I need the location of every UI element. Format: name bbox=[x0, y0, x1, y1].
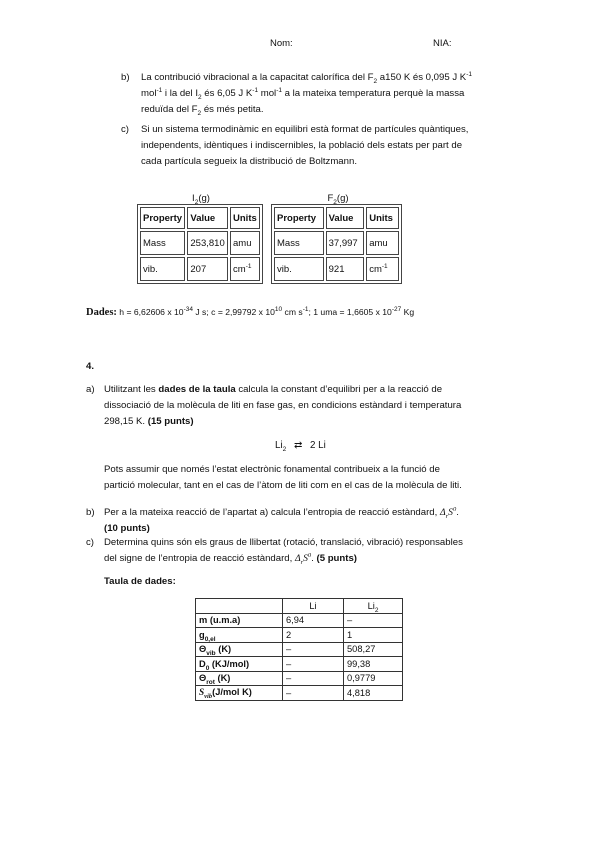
table-row bbox=[196, 628, 403, 643]
table-row bbox=[196, 671, 403, 686]
table-cell: $S_{vib}(J$/mol K) bbox=[196, 686, 283, 701]
table-header: Units bbox=[230, 207, 260, 229]
table-cell: 0,9779 bbox=[344, 671, 403, 686]
table-cell: 2 bbox=[283, 628, 344, 643]
data-table-title: Taula de dades: bbox=[104, 576, 176, 587]
nia-label: NIA: bbox=[433, 38, 452, 49]
table-row bbox=[140, 231, 260, 255]
table-header: Property bbox=[140, 207, 185, 229]
property-table-i2 bbox=[137, 204, 263, 284]
text-line: partició molecular, tant en el cas de l’àtom de liti com en el cas de la molècula de liti. bbox=[104, 480, 462, 491]
text-line: Utilitzant les dades de la taula calcula la constant d’equilibri per a la reacció de bbox=[104, 384, 443, 395]
text-line: Per a la mateixa reacció de l’apartat a) calcula l’entropia de reacció estàndard, $\Delta_rS^0$. bbox=[104, 505, 459, 520]
constants-line: Dades: h = 6,62606 x $10^{-34}$ J s; c = 2,99792 x $10^{10}$ cm $s^{-1}$; 1 uma = 1,6605 x $10^{-27}$ Kg bbox=[86, 306, 415, 318]
item-b-text bbox=[141, 70, 516, 118]
table-cell: 37,997 bbox=[326, 231, 365, 255]
table-cell: 1 bbox=[344, 628, 403, 643]
text-line: reduïda del $F_2$ és més petita. bbox=[141, 104, 264, 117]
text-line: mol$^{-1}$ i la del $I_2$ és 6,05 J $K^{-1}$ mol$^{-1}$ a la mateixa temperatura perquè la massa bbox=[141, 86, 465, 101]
table-cell: 4,818 bbox=[344, 686, 403, 701]
data-table bbox=[195, 598, 403, 701]
table-header: $Li_2$ bbox=[344, 599, 403, 614]
table-header: Property bbox=[274, 207, 324, 229]
table-row bbox=[274, 257, 399, 281]
table-cell: – bbox=[283, 686, 344, 701]
text-line: Pots assumir que només l’estat electrònic fonamental contribueix a la funció de bbox=[104, 464, 440, 475]
entropy-symbol: $\Delta_rS^0$ bbox=[294, 551, 312, 566]
table-header: Units bbox=[366, 207, 399, 229]
table-cell: – bbox=[283, 642, 344, 657]
table-cell: 253,810 bbox=[187, 231, 228, 255]
q4-a-text bbox=[104, 382, 515, 430]
dades-label: Dades: bbox=[86, 307, 117, 318]
table-cell: – bbox=[283, 671, 344, 686]
table-cell: 6,94 bbox=[283, 613, 344, 628]
table-header bbox=[196, 599, 283, 614]
property-table-f2 bbox=[271, 204, 402, 284]
item-marker: c) bbox=[86, 537, 94, 548]
table-row bbox=[196, 686, 403, 701]
table-row bbox=[274, 231, 399, 255]
table-cell: – bbox=[344, 613, 403, 628]
text-line: cada partícula segueix la distribució de Boltzmann. bbox=[141, 156, 357, 167]
table-header: Value bbox=[326, 207, 365, 229]
item-marker: a) bbox=[86, 384, 95, 395]
table-cell: m (u.m.a) bbox=[196, 613, 283, 628]
text-line: 298,15 K. (15 punts) bbox=[104, 416, 194, 427]
table-title-f2: $F_2(g)$ bbox=[327, 193, 349, 206]
table-title-i2: $I_2(g)$ bbox=[192, 193, 210, 206]
table-cell: 207 bbox=[187, 257, 228, 281]
table-cell: $g_{0,el}$ bbox=[196, 628, 283, 643]
table-cell: 99,38 bbox=[344, 657, 403, 672]
table-cell: $\Theta_{vib}$ (K) bbox=[196, 642, 283, 657]
item-c-text bbox=[141, 122, 516, 170]
table-cell: vib. bbox=[140, 257, 185, 281]
text-line: Determina quins són els graus de llibertat (rotació, translació, vibració) responsables bbox=[104, 537, 463, 548]
question-number: 4. bbox=[86, 361, 95, 372]
table-cell: $cm^{-1}$ bbox=[366, 257, 399, 281]
text-line: del signe de l’entropia de reacció estàndard, $\Delta_rS^0$. (5 punts) bbox=[104, 551, 358, 566]
table-row bbox=[140, 257, 260, 281]
text-line: Si un sistema termodinàmic en equilibri està format de partícules quàntiques, bbox=[141, 124, 469, 135]
table-cell: 921 bbox=[326, 257, 365, 281]
table-cell: $\Theta_{rot}$ (K) bbox=[196, 671, 283, 686]
table-row bbox=[196, 642, 403, 657]
table-row bbox=[196, 657, 403, 672]
table-cell: $cm^{-1}$ bbox=[230, 257, 260, 281]
q4-c-text bbox=[104, 535, 517, 567]
table-row bbox=[196, 613, 403, 628]
table-header: Li bbox=[283, 599, 344, 614]
table-cell: amu bbox=[366, 231, 399, 255]
table-cell: $D_0$ (KJ/mol) bbox=[196, 657, 283, 672]
item-marker: b) bbox=[86, 507, 95, 518]
q4-a-note bbox=[104, 462, 515, 494]
table-cell: vib. bbox=[274, 257, 324, 281]
equilibrium-arrow-icon: ⇄ bbox=[294, 440, 303, 451]
item-marker: b) bbox=[121, 72, 130, 83]
table-cell: 508,27 bbox=[344, 642, 403, 657]
table-cell: – bbox=[283, 657, 344, 672]
entropy-symbol: $\Delta_rS^0$ bbox=[439, 505, 457, 520]
text-line: (10 punts) bbox=[104, 523, 150, 534]
q4-b-text bbox=[104, 505, 515, 537]
nom-label: Nom: bbox=[270, 38, 293, 49]
table-cell: Mass bbox=[140, 231, 185, 255]
text-line: independents, idèntiques i indiscernibles, la població dels estats per part de bbox=[141, 140, 463, 151]
item-marker: c) bbox=[121, 124, 129, 135]
reaction-equation: $Li_2$ ⇄ 2 Li bbox=[275, 440, 326, 453]
table-cell: amu bbox=[230, 231, 260, 255]
table-header: Value bbox=[187, 207, 228, 229]
text-line: La contribució vibracional a la capacitat calorífica del $F_2$ a150 K és 0,095 J $K^{-1}$ bbox=[141, 70, 472, 85]
table-cell: Mass bbox=[274, 231, 324, 255]
text-line: dissociació de la molècula de liti en fase gas, en condicions estàndard i temperatura bbox=[104, 400, 462, 411]
